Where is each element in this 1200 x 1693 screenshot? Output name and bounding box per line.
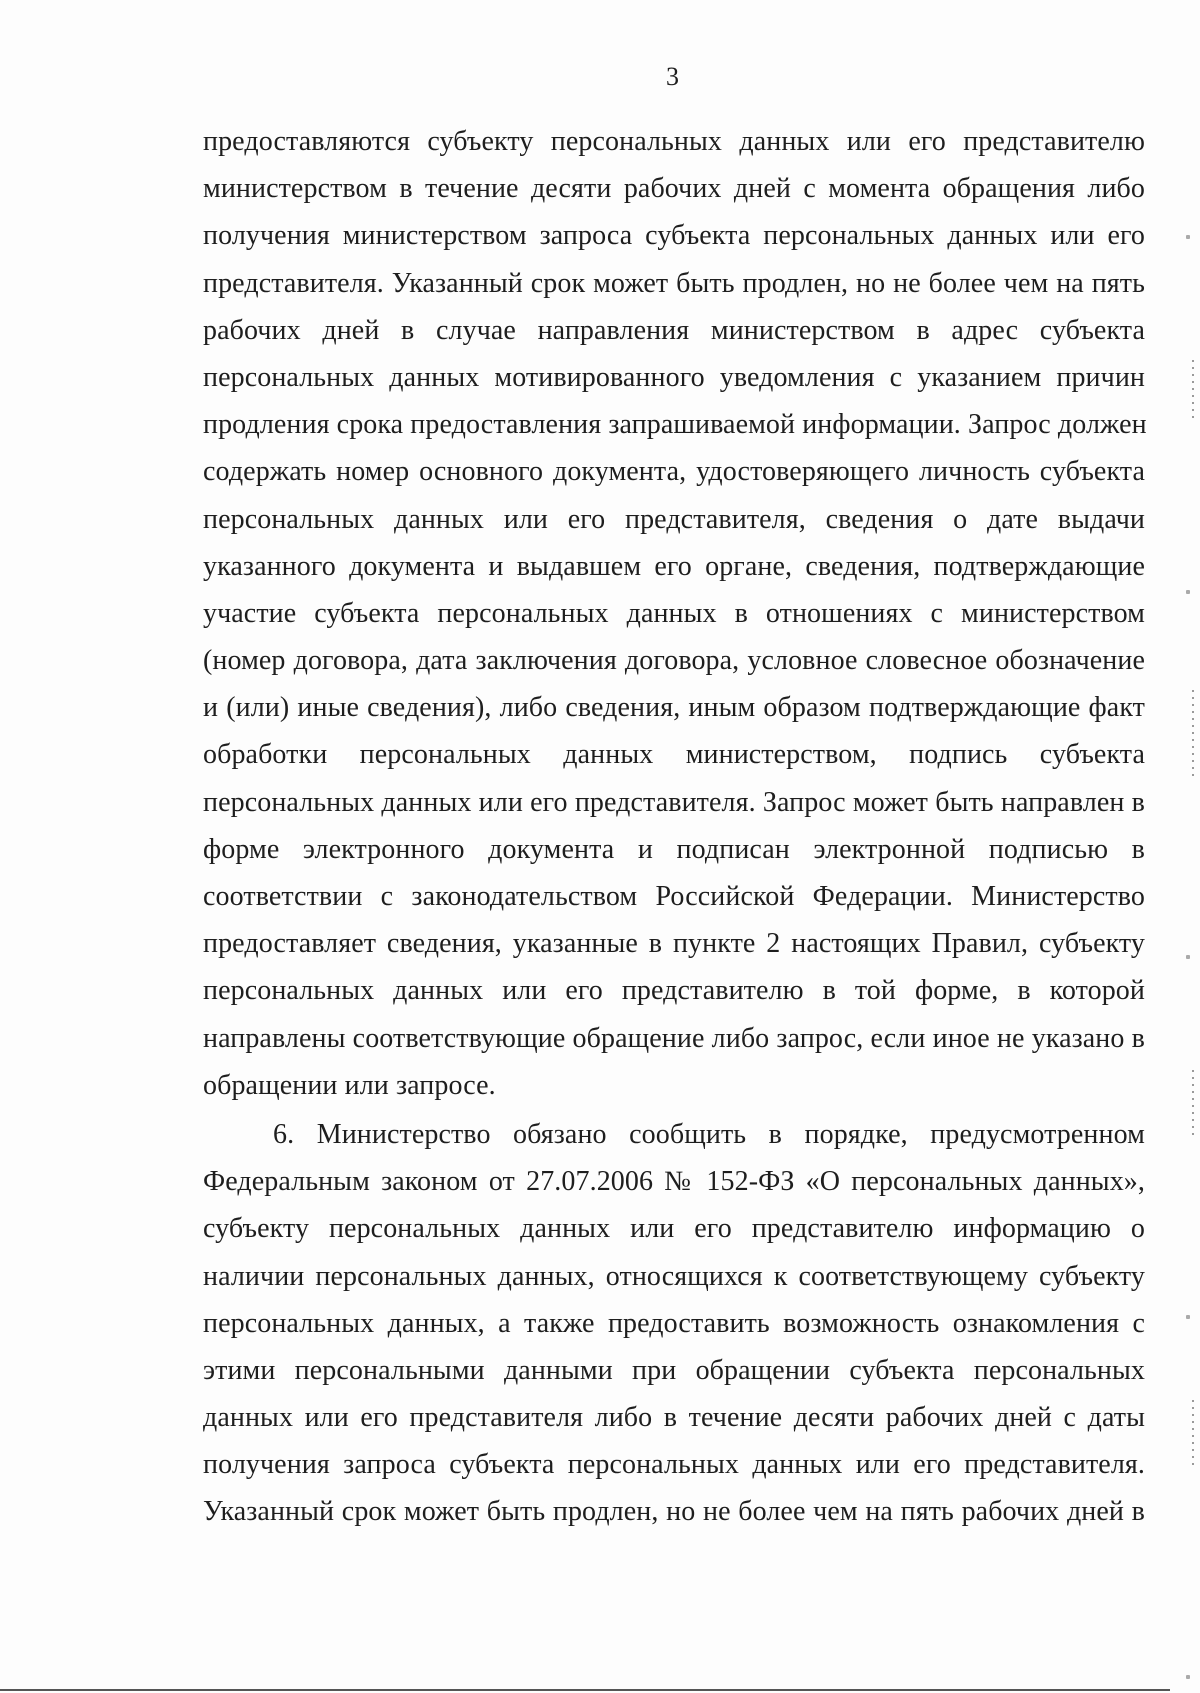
text-line: Указанный срок может быть продлен, но не более чем на пять рабочих дней в (203, 1496, 1145, 1528)
text-line: представителя. Указанный срок может быть продлен, но не более чем на пять (203, 267, 1145, 299)
text-line: персональных данных или его представителя. Запрос может быть направлен в (203, 786, 1145, 818)
text-line: предоставляет сведения, указанные в пункте 2 настоящих Правил, субъекту (203, 928, 1145, 960)
text-line: участие субъекта персональных данных в отношениях с министерством (203, 597, 1145, 629)
text-line: министерством в течение десяти рабочих дней с момента обращения либо (203, 173, 1145, 205)
text-line: обработки персональных данных министерством, подпись субъекта (203, 739, 1145, 771)
scan-speck (1186, 955, 1190, 959)
text-line: данных или его представителя либо в течение десяти рабочих дней с даты (203, 1402, 1145, 1434)
text-line: соответствии с законодательством Российской Федерации. Министерство (203, 881, 1145, 912)
scan-edge-marks (1192, 360, 1194, 420)
text-line: персональных данных мотивированного уведомления с указанием причин (203, 361, 1145, 393)
text-line: указанного документа и выдавшем его органе, сведения, подтверждающие (203, 550, 1145, 582)
scan-edge-marks (1192, 1070, 1194, 1140)
text-line: этими персональными данными при обращении субъекта персональных (203, 1354, 1145, 1386)
text-line: (номер договора, дата заключения договора, условное словесное обозначение (203, 645, 1145, 677)
text-line: получения запроса субъекта персональных данных или его представителя. (203, 1449, 1145, 1481)
text-line: и (или) иные сведения), либо сведения, иным образом подтверждающие факт (203, 692, 1145, 724)
text-line: рабочих дней в случае направления министерством в адрес субъекта (203, 314, 1145, 346)
text-line: продления срока предоставления запрашиваемой информации. Запрос должен (203, 409, 1147, 441)
scan-speck (1186, 235, 1190, 239)
text-line: форме электронного документа и подписан электронной подписью в (203, 833, 1145, 865)
paragraph-1 (203, 118, 1145, 1109)
scan-speck (1186, 1675, 1190, 1679)
bottom-edge-line (0, 1689, 1170, 1691)
text-line: 6. Министерство обязано сообщить в порядке, предусмотренном (273, 1118, 1145, 1150)
scan-speck (1186, 1315, 1190, 1319)
paragraph-2 (203, 1111, 1145, 1536)
text-line: обращении или запросе. (203, 1069, 496, 1101)
scan-edge-marks (1192, 1400, 1194, 1470)
text-line: персональных данных, а также предоставить возможность ознакомления с (203, 1307, 1145, 1339)
scan-speck (1186, 590, 1190, 594)
scan-edge-marks (1192, 690, 1194, 780)
text-line: предоставляются субъекту персональных данных или его представителю (203, 126, 1145, 157)
text-line: субъекту персональных данных или его представителю информацию о (203, 1213, 1145, 1245)
text-line: наличии персональных данных, относящихся к соответствующему субъекту (203, 1260, 1145, 1292)
document-body (203, 118, 1145, 1536)
text-line: направлены соответствующие обращение либо запрос, если иное не указано в (203, 1022, 1145, 1054)
text-line: персональных данных или его представителя, сведения о дате выдачи (203, 503, 1145, 535)
text-line: персональных данных или его представителю в той форме, в которой (203, 975, 1145, 1007)
page-number: 3 (666, 62, 679, 91)
text-line: Федеральным законом от 27.07.2006 № 152-ФЗ «О персональных данных», (203, 1166, 1145, 1198)
text-line: получения министерством запроса субъекта персональных данных или его (203, 220, 1145, 252)
text-line: содержать номер основного документа, удостоверяющего личность субъекта (203, 456, 1145, 488)
